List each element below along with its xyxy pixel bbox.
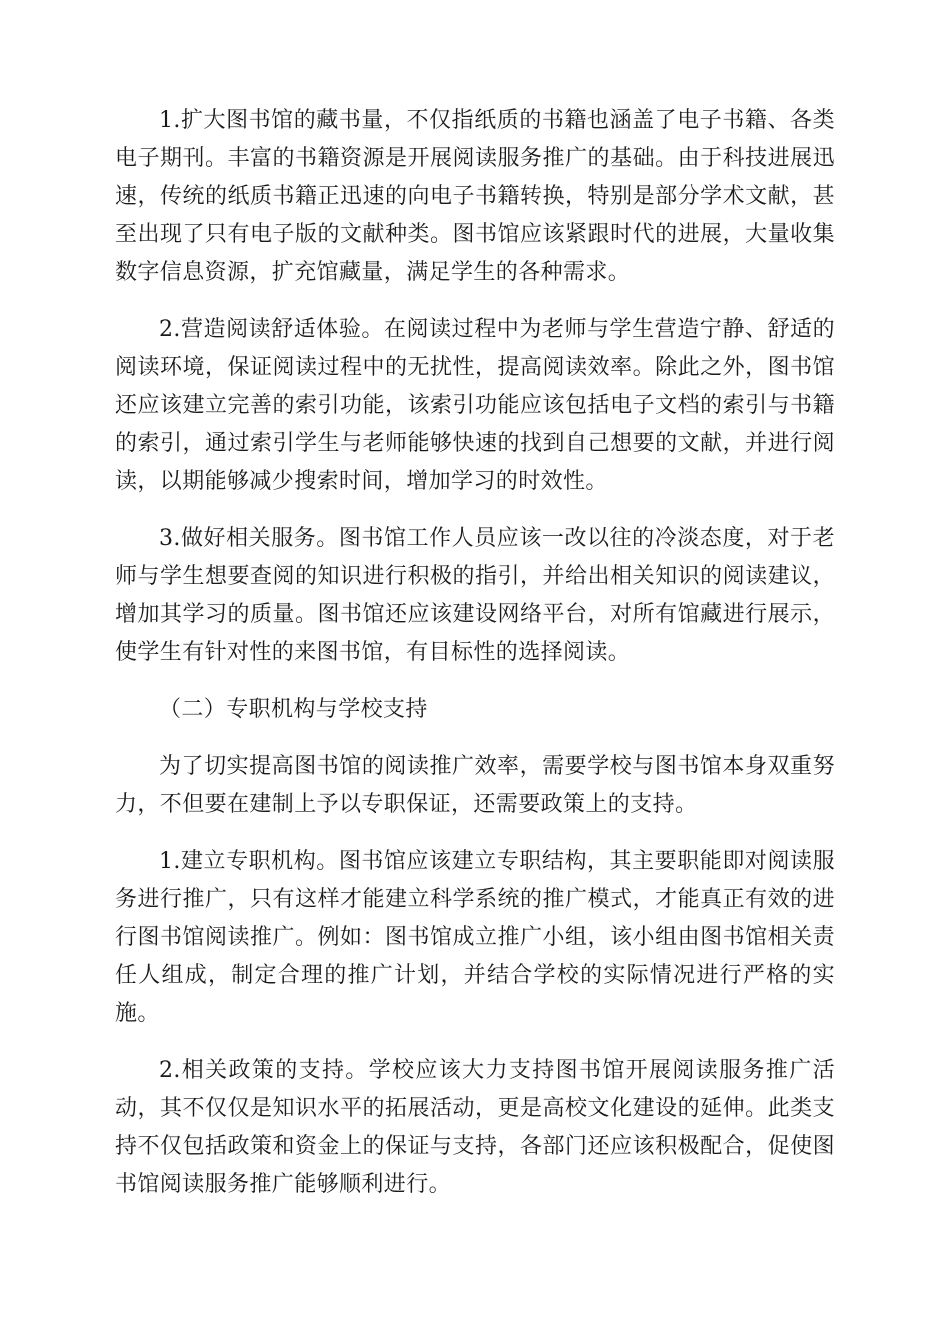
paragraph-section-intro: 为了切实提高图书馆的阅读推广效率，需要学校与图书馆本身双重努力，不但要在建制上予以专职保证，还需要政策上的支持。	[115, 754, 835, 817]
paragraph-reading-experience: 2.营造阅读舒适体验。在阅读过程中为老师与学生营造宁静、舒适的阅读环境，保证阅读过程中的无扰性，提高阅读效率。除此之外，图书馆还应该建立完善的索引功能，该索引功能应该包括电子文档的索引与书籍的索引，通过索引学生与老师能够快速的找到自己想要的文献，并进行阅读，以期能够减少搜索时间，增加学习的时效性。	[115, 317, 835, 494]
paragraph-policy-support: 2.相关政策的支持。学校应该大力支持图书馆开展阅读服务推广活动，其不仅仅是知识水平的拓展活动，更是高校文化建设的延伸。此类支持不仅包括政策和资金上的保证与支持，各部门还应该积极配合，促使图书馆阅读服务推广能够顺利进行。	[115, 1058, 835, 1197]
paragraph-collection-expansion: 1.扩大图书馆的藏书量，不仅指纸质的书籍也涵盖了电子书籍、各类电子期刊。丰富的书籍资源是开展阅读服务推广的基础。由于科技进展迅速，传统的纸质书籍正迅速的向电子书籍转换，特别是部分学术文献，甚至出现了只有电子版的文献种类。图书馆应该紧跟时代的进展，大量收集数字信息资源，扩充馆藏量，满足学生的各种需求。	[115, 108, 835, 285]
document-body	[115, 102, 835, 1223]
paragraph-related-services: 3.做好相关服务。图书馆工作人员应该一改以往的冷淡态度，对于老师与学生想要查阅的知识进行积极的指引，并给出相关知识的阅读建议，增加其学习的质量。图书馆还应该建设网络平台，对所有馆藏进行展示，使学生有针对性的来图书馆，有目标性的选择阅读。	[115, 526, 835, 665]
paragraph-dedicated-agency: 1.建立专职机构。图书馆应该建立专职结构，其主要职能即对阅读服务进行推广，只有这样才能建立科学系统的推广模式，才能真正有效的进行图书馆阅读推广。例如：图书馆成立推广小组，该小组由图书馆相关责任人组成，制定合理的推广计划，并结合学校的实际情况进行严格的实施。	[115, 849, 835, 1026]
section-heading: （二）专职机构与学校支持	[159, 697, 428, 722]
